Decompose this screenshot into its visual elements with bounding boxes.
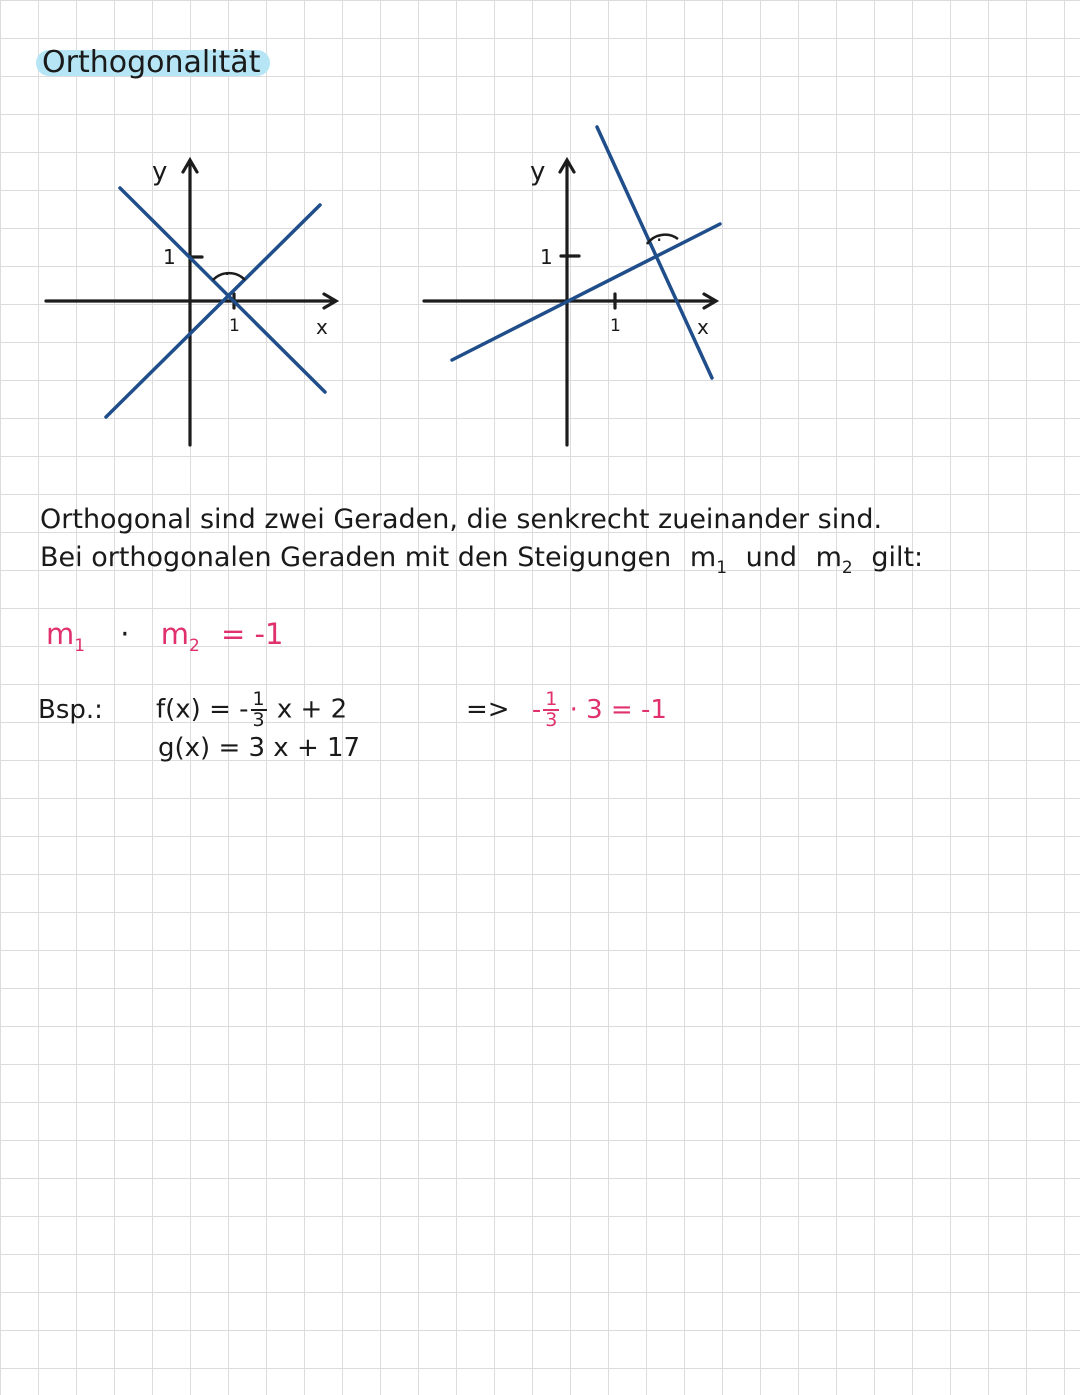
rule-intro-suffix: gilt: bbox=[871, 542, 924, 573]
graph-left-right-angle-dot: · bbox=[224, 262, 231, 286]
example-calculation bbox=[466, 690, 667, 730]
calc-fraction: $\frac{1}{3}$ bbox=[545, 688, 558, 731]
example-f bbox=[156, 690, 347, 730]
slope-m2: $m_2$ bbox=[815, 542, 853, 578]
graph-right-line-falling bbox=[597, 127, 712, 378]
rule-dot: · bbox=[120, 617, 130, 651]
rule-intro-line bbox=[40, 541, 923, 585]
graph-right-x-label: x bbox=[697, 315, 709, 339]
graph-left-x-tick-label: 1 bbox=[229, 316, 240, 336]
f-rhs: x + 2 bbox=[276, 694, 348, 725]
and-word: und bbox=[745, 542, 797, 573]
title-text: Orthogonalität bbox=[42, 45, 261, 80]
graph-right-y-label: y bbox=[530, 157, 546, 187]
graph-right-line-rising bbox=[452, 224, 720, 360]
definition-text: Orthogonal sind zwei Geraden, die senkrecht zueinander sind. bbox=[40, 504, 883, 535]
calc-minus: - bbox=[531, 694, 542, 725]
graph-left-y-label: y bbox=[152, 157, 168, 187]
definition-line bbox=[40, 503, 882, 537]
graph-left-x-label: x bbox=[316, 315, 328, 339]
implies-arrow: => bbox=[466, 694, 510, 725]
graph-left-y-tick-label: 1 bbox=[163, 245, 176, 269]
example-g: g(x) = 3 x + 17 bbox=[158, 733, 361, 763]
rule-m1: $m_1$ bbox=[46, 617, 86, 656]
example-label: Bsp.: bbox=[38, 695, 103, 725]
slope-m1: $m_1$ bbox=[689, 542, 728, 578]
calc-rest: · 3 = -1 bbox=[569, 694, 667, 725]
f-fraction: $\frac{1}{3}$ bbox=[252, 688, 265, 731]
graph-right-x-tick-label: 1 bbox=[610, 316, 621, 336]
graph-right-y-tick-label: 1 bbox=[540, 245, 553, 269]
graph-right-right-angle-dot: · bbox=[656, 228, 663, 252]
rule-intro-prefix: Bei orthogonalen Geraden mit den Steigungen bbox=[40, 542, 672, 573]
calc-expression bbox=[531, 688, 667, 731]
rule-m2: $m_2$ bbox=[160, 617, 200, 656]
rule-rhs: = -1 bbox=[221, 617, 284, 651]
orthogonality-rule bbox=[46, 617, 283, 663]
f-lhs: f(x) = - bbox=[156, 694, 249, 725]
